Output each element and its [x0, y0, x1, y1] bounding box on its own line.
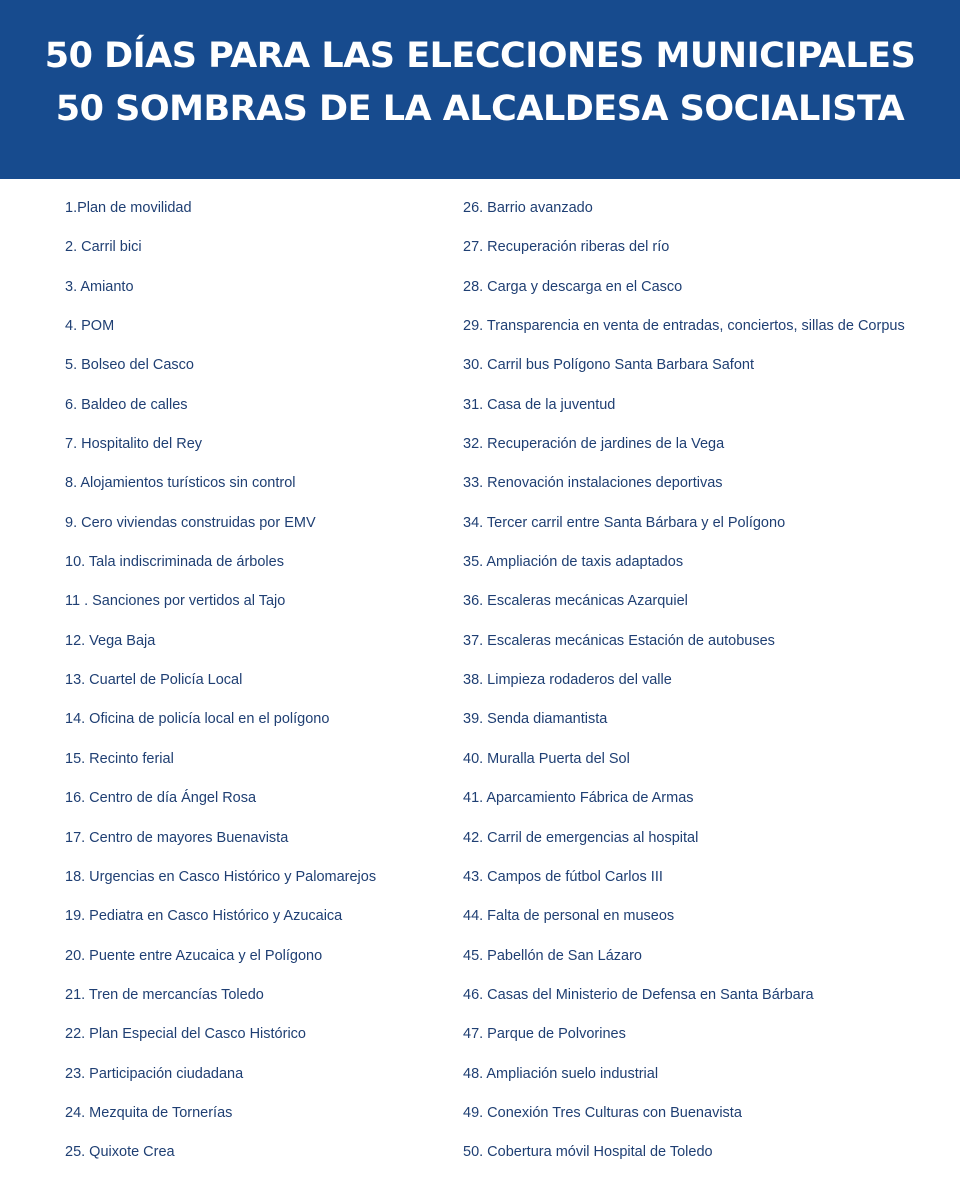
- list-item: 33. Renovación instalaciones deportivas: [463, 475, 723, 492]
- list-item: 5. Bolseo del Casco: [65, 357, 194, 374]
- list-right-column: [463, 188, 933, 1172]
- list-item: 36. Escaleras mecánicas Azarquiel: [463, 593, 688, 610]
- list-item: 39. Senda diamantista: [463, 711, 608, 728]
- list-item: 2. Carril bici: [65, 239, 142, 256]
- list-item: 30. Carril bus Polígono Santa Barbara Safont: [463, 357, 754, 374]
- list-item: 47. Parque de Polvorines: [463, 1026, 626, 1043]
- list-item: 14. Oficina de policía local en el polígono: [65, 711, 330, 728]
- list-item: 23. Participación ciudadana: [65, 1065, 244, 1082]
- list-item: 7. Hospitalito del Rey: [65, 436, 203, 453]
- list-item: 4. POM: [65, 318, 115, 335]
- list-item: 44. Falta de personal en museos: [463, 908, 675, 925]
- list-item: 35. Ampliación de taxis adaptados: [463, 554, 684, 571]
- list-item: 25. Quixote Crea: [65, 1144, 175, 1161]
- list-item: 16. Centro de día Ángel Rosa: [65, 790, 257, 807]
- list-item: 22. Plan Especial del Casco Histórico: [65, 1026, 306, 1043]
- list-item: 21. Tren de mercancías Toledo: [65, 986, 264, 1003]
- list-item: 48. Ampliación suelo industrial: [463, 1065, 659, 1082]
- list-item: 18. Urgencias en Casco Histórico y Palomarejos: [65, 868, 377, 885]
- list-item: 8. Alojamientos turísticos sin control: [65, 475, 296, 492]
- list-item: 32. Recuperación de jardines de la Vega: [463, 436, 725, 453]
- list-item: 15. Recinto ferial: [65, 750, 174, 767]
- list-item: 41. Aparcamiento Fábrica de Armas: [463, 790, 694, 807]
- list-item: 28. Carga y descarga en el Casco: [463, 278, 683, 295]
- list-item: 3. Amianto: [65, 278, 134, 295]
- list-item: 49. Conexión Tres Culturas con Buenavista: [463, 1104, 742, 1121]
- list-item: 43. Campos de fútbol Carlos III: [463, 868, 663, 885]
- list-item: 37. Escaleras mecánicas Estación de autobuses: [463, 632, 775, 649]
- title-line-2: 50 SOMBRAS DE LA ALCALDESA SOCIALISTA: [55, 88, 905, 129]
- list-item: 50. Cobertura móvil Hospital de Toledo: [463, 1144, 713, 1161]
- list-item: 20. Puente entre Azucaica y el Polígono: [65, 947, 323, 964]
- list-item: 34. Tercer carril entre Santa Bárbara y el Polígono: [463, 514, 786, 531]
- list-item: 27. Recuperación riberas del río: [463, 239, 670, 256]
- list-item: 31. Casa de la juventud: [463, 396, 616, 413]
- list-item: 24. Mezquita de Tornerías: [65, 1104, 233, 1121]
- list-item: 10. Tala indiscriminada de árboles: [65, 554, 284, 571]
- list-item: 40. Muralla Puerta del Sol: [463, 750, 630, 767]
- list-item: 19. Pediatra en Casco Histórico y Azucaica: [65, 908, 343, 925]
- list-item: 1.Plan de movilidad: [65, 200, 192, 216]
- header-banner: [0, 0, 960, 179]
- list-item: 38. Limpieza rodaderos del valle: [463, 672, 672, 689]
- list-item: 29. Transparencia en venta de entradas, conciertos, sillas de Corpus: [463, 318, 905, 335]
- list-item: 45. Pabellón de San Lázaro: [463, 947, 642, 964]
- list-item: 6. Baldeo de calles: [65, 396, 188, 413]
- list-left-column: [65, 188, 445, 1172]
- list-item: 11 . Sanciones por vertidos al Tajo: [65, 593, 286, 610]
- list-item: 13. Cuartel de Policía Local: [65, 672, 243, 689]
- list-item: 26. Barrio avanzado: [463, 200, 593, 216]
- title-line-1: 50 DÍAS PARA LAS ELECCIONES MUNICIPALES: [44, 35, 916, 76]
- list-item: 17. Centro de mayores Buenavista: [65, 829, 289, 846]
- list-item: 46. Casas del Ministerio de Defensa en Santa Bárbara: [463, 986, 814, 1003]
- list-item: 12. Vega Baja: [65, 632, 156, 649]
- list-item: 9. Cero viviendas construidas por EMV: [65, 514, 316, 531]
- list-item: 42. Carril de emergencias al hospital: [463, 829, 699, 846]
